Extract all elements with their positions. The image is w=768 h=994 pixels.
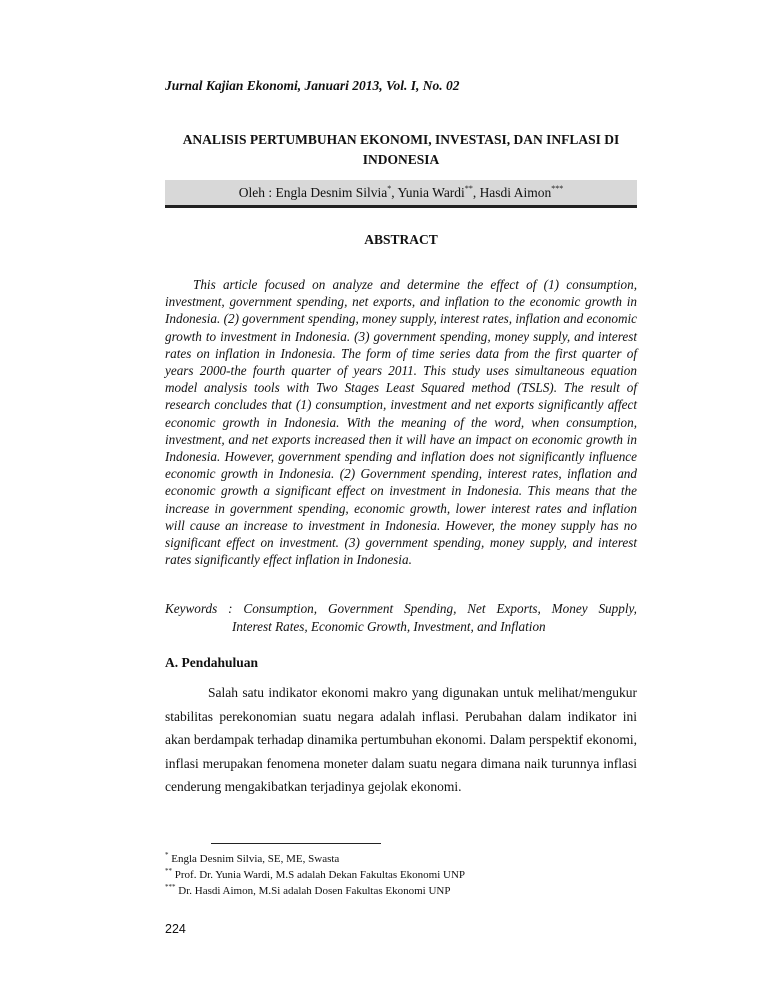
- keyword-word: Supply,: [598, 601, 637, 616]
- author-separator: ,: [472, 185, 480, 200]
- journal-header: Jurnal Kajian Ekonomi, Januari 2013, Vol. I, No. 02: [165, 78, 460, 93]
- author-2: [398, 185, 480, 200]
- author-name: Hasdi Aimon: [479, 185, 552, 200]
- section-paragraph: Salah satu indikator ekonomi makro yang digunakan untuk melihat/mengukur stabilitas perekonomian suatu negara adalah inflasi. Perubahan dalam indikator ini akan berdampak terhadap dinamika pertumbuhan ekonomi. Dalam perspektif ekonomi, inflasi merupakan fenomena moneter dalam suatu negara dimana naik turunnya inflasi cenderung mengakibatkan terjadinya gejolak ekonomi.: [165, 685, 637, 795]
- paper-title: ANALISIS PERTUMBUHAN EKONOMI, INVESTASI, DAN INFLASI DI INDONESIA: [182, 132, 620, 167]
- section-heading: A. Pendahuluan: [165, 655, 259, 670]
- footnote: [165, 851, 637, 867]
- keywords-line-2: Interest Rates, Economic Growth, Investment, and Inflation: [232, 618, 546, 634]
- author-name: Yunia Wardi: [397, 185, 465, 200]
- page-number: 224: [165, 922, 186, 936]
- author-name: Engla Desnim Silvia: [275, 185, 388, 200]
- footnotes: [165, 851, 637, 899]
- footnote-text: Prof. Dr. Yunia Wardi, M.S adalah Dekan Fakultas Ekonomi UNP: [174, 869, 466, 881]
- keywords-block: [165, 600, 637, 635]
- authors-prefix: Oleh :: [238, 185, 276, 200]
- footnote-text: Dr. Hasdi Aimon, M.Si adalah Dosen Fakultas Ekonomi UNP: [178, 885, 451, 897]
- authors-line: [165, 180, 637, 208]
- abstract-text: This article focused on analyze and determine the effect of (1) consumption, investment, government spending, net exports, and inflation to the economic growth in Indonesia. (2) government spending, money supply, interest rates, inflation and economic growth to investment in Indonesia. (3) government spending, money supply, and interest rates on inflation in Indonesia. The form of time series data from the first quarter of years 2000-the fourth quarter of years 2011. This study uses simultaneous equation model analysis tools with Two Stages Least Squared method (TSLS). The result of research concludes that (1) consumption, investment and net exports significantly affect economic growth in Indonesia. With the meaning of the word, when consumption, investment, and net exports increased then it will have an impact on economic growth in Indonesia. However, government spending and inflation does not significantly influence economic growth in Indonesia. (2) Government spending, interest rates, inflation and economic growth a significant effect on investment in Indonesia. This means that the increase in government spending, economic growth, lower interest rates and inflation will cause an increase to investment in Indonesia. However, the money supply has no significant effect on investment. (3) government spending, money supply, and interest rates significantly effect inflation in Indonesia.: [165, 277, 637, 568]
- footnote: [165, 867, 637, 883]
- abstract-heading: ABSTRACT: [364, 232, 438, 247]
- keywords-line-1: [165, 600, 637, 618]
- footnote: [165, 883, 637, 899]
- keyword-word: Spending,: [404, 601, 457, 616]
- author-3: [480, 185, 564, 200]
- author-mark: **: [464, 184, 473, 193]
- keyword-word: Net: [467, 601, 486, 616]
- keyword-word: Exports,: [496, 601, 541, 616]
- keywords-label: Keywords: [165, 601, 218, 616]
- footnote-mark: ***: [165, 883, 176, 891]
- author-1: [276, 185, 398, 200]
- keyword-word: Government: [327, 601, 394, 616]
- footnote-mark: **: [165, 867, 172, 875]
- keyword-word: Consumption,: [243, 601, 318, 616]
- keywords-colon: :: [228, 601, 233, 616]
- footnote-mark: *: [165, 851, 169, 859]
- author-mark: ***: [551, 184, 564, 193]
- keyword-word: Money: [551, 601, 588, 616]
- author-separator: ,: [391, 185, 398, 200]
- author-mark: *: [387, 184, 392, 193]
- footnote-divider: [211, 843, 381, 844]
- footnote-text: Engla Desnim Silvia, SE, ME, Swasta: [171, 853, 340, 865]
